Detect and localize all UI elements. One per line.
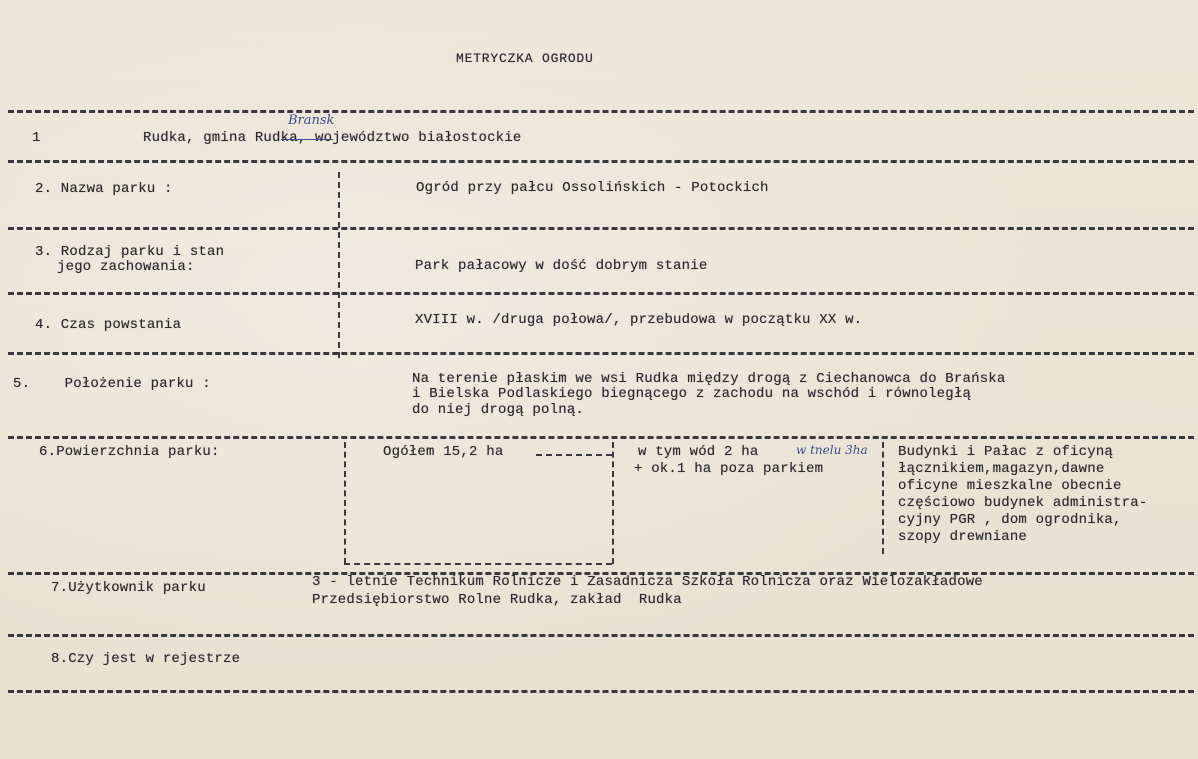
row5-label: 5. Położenie parku :	[13, 376, 211, 392]
page-title: METRYCZKA OGRODU	[456, 51, 594, 66]
row6-total: Ogółem 15,2 ha	[383, 444, 504, 460]
row6-buildings-line: częściowo budynek administra-	[898, 495, 1148, 511]
row-divider	[8, 110, 1194, 113]
location-text: Rudka, gmina	[143, 130, 255, 146]
row7-value-line: 3 - letnie Technikum Rolnicze i Zasadnicza Szkoła Rolnicza oraz Wielozakładowe	[312, 574, 983, 590]
row7-value-line: Przedsiębiorstwo Rolne Rudka, zakład Rudka	[312, 592, 682, 608]
row6-water-line2: + ok.1 ha poza parkiem	[634, 461, 824, 477]
handwritten-note: w tnelu 3ha	[796, 443, 868, 457]
row3-label-line1: 3. Rodzaj parku i stan	[35, 244, 225, 260]
row6-label: 6.Powierzchnia parku:	[39, 444, 220, 460]
row-divider	[8, 352, 1194, 355]
row1-number: 1	[32, 130, 41, 146]
row6-buildings-line: szopy drewniane	[898, 529, 1028, 545]
row-divider	[8, 227, 1194, 230]
row3-value: Park pałacowy w dość dobrym stanie	[415, 258, 708, 274]
row-divider	[8, 292, 1194, 295]
row4-value: XVIII w. /druga połowa/, przebudowa w początku XX w.	[415, 312, 863, 328]
column-divider	[882, 442, 884, 554]
struck-word: Rudka	[254, 130, 298, 146]
column-divider	[344, 442, 346, 564]
strikethrough-line	[281, 139, 333, 140]
row7-label: 7.Użytkownik parku	[51, 580, 206, 596]
row3-label-line2: jego zachowania:	[57, 259, 195, 275]
row-divider	[8, 634, 1194, 637]
row2-label: 2. Nazwa parku :	[35, 181, 173, 197]
row8-label: 8.Czy jest w rejestrze	[51, 651, 241, 667]
row-divider	[8, 690, 1194, 693]
row5-value-line: do niej drogą polną.	[412, 402, 585, 418]
row-divider	[8, 160, 1194, 163]
row6-buildings-line: Budynki i Pałac z oficyną	[898, 444, 1114, 460]
row4-label: 4. Czas powstania	[35, 317, 182, 333]
location-text: , województwo białostockie	[297, 130, 522, 146]
row5-value-line: i Bielska Podlaskiego biegnącego z zachodu na wschód i równoległą	[412, 386, 972, 402]
column-divider	[338, 172, 340, 358]
cell-divider	[536, 454, 612, 456]
cell-divider	[344, 563, 612, 565]
row-divider	[8, 436, 1194, 439]
row5-value-line: Na terenie płaskim we wsi Rudka między drogą z Ciechanowca do Brańska	[412, 371, 1006, 387]
row2-value: Ogród przy pałcu Ossolińskich - Potockich	[416, 180, 769, 196]
row6-buildings-line: cyjny PGR , dom ogrodnika,	[898, 512, 1122, 528]
handwritten-correction: Bransk	[288, 113, 335, 128]
row6-buildings-line: łącznikiem,magazyn,dawne	[898, 461, 1105, 477]
row6-water-line1: w tym wód 2 ha	[638, 444, 759, 460]
column-divider	[612, 442, 614, 564]
row6-buildings-line: oficyne mieszkalne obecnie	[898, 478, 1122, 494]
